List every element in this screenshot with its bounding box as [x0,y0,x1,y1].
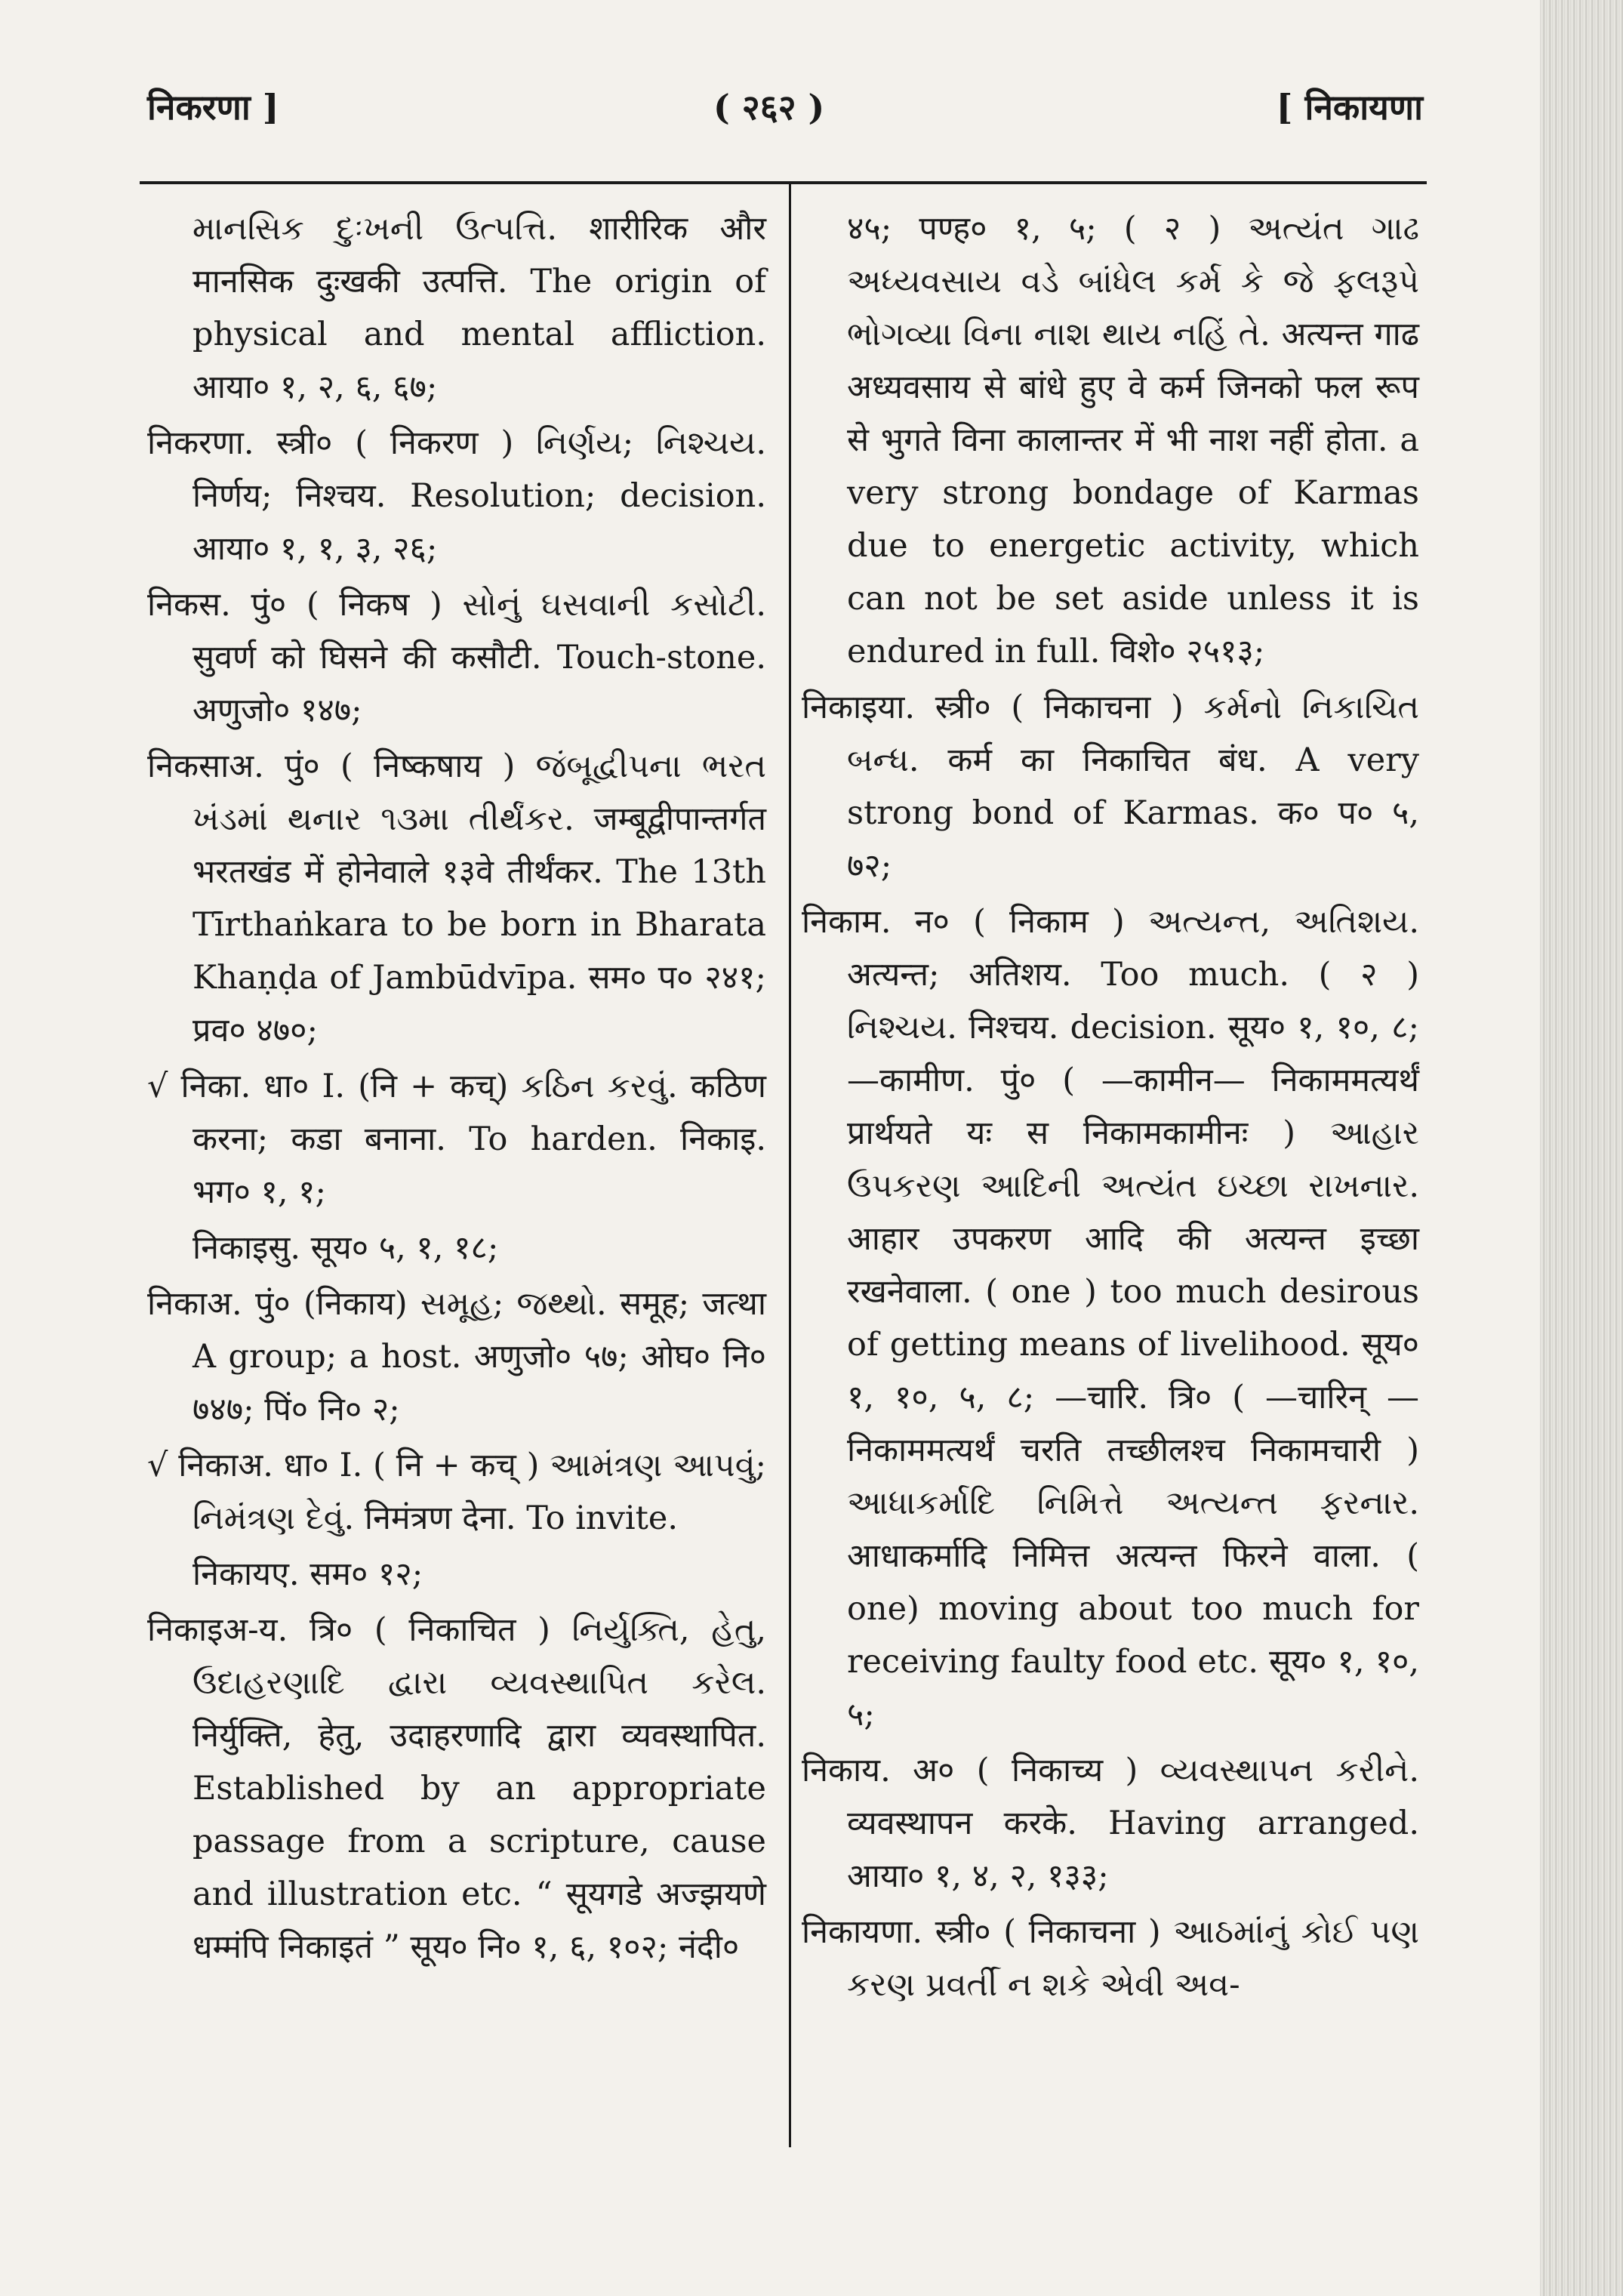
dictionary-entry: निकाइया. स्त्री० ( निकाचना ) કર્મનો નિકાચિત બન્ધ. कर्म का निकाचित बंध. A very strong bond of Karmas. क० प० ५, ७२; [802,689,1419,885]
header-left-guideword: निकरणा ] [147,87,279,128]
page-edge-binding [1540,0,1623,2296]
dictionary-entry: √ निकाअ. धा० I. ( नि + कच् ) આમંત્રણ આપવું; નિમંત્રણ દેવું. निमंत्रण देना. To invite. [147,1447,766,1537]
page-header [147,83,1423,143]
dictionary-entry: निकायणा. स्त्री० ( निकाचना ) આઠમાંનું કોઈ પણ કરણ પ્રવર્તી ન શકે એવી અવ- [802,1913,1419,2004]
dictionary-subentry: निकाइसु. सूय० ५, १, १८; [192,1229,499,1267]
dictionary-entry: √ निका. धा० I. (नि + कच्) કઠિન કરવું. कठिण करना; कडा बनाना. To harden. निकाइ. भग० १, १; [147,1068,766,1211]
dictionary-entry: निकाइअ-य. त्रि० ( निकाचित ) નિર્યુક્તિ, હેતુ, ઉદાહરણાદિ દ્વારા વ્યવસ્થાપિત કરેલ. निर्युक्ति, हेतु, उदाहरणादि द्वारा व्यवस्थापित. Established by an appropriate passage from a scripture, cause and illustration etc. “ सूयगडे अज्झयणे धम्मंपि निकाइतं ” सूय० नि० १, ६, १०२; नंदी० [147,1611,766,1966]
dictionary-entry: निकाअ. पुं० (निकाय) સમૂહ; જથ્થો. समूह; जत्था A group; a host. अणुजो० ५७; ओघ० नि० ७४७; पिं० नि० २; [147,1285,766,1428]
dictionary-entry: निकसाअ. पुं० ( निष्कषाय ) જંબૂદ્વીપના ભરત ખંડમાં થનાર ૧૩મા તીર્થંકર. जम्बूद्वीपान्तर्गत भरतखंड में होनेवाले १३वे तीर्थंकर. The 13th Tīrthaṅkara to be born in Bharata Khaṇḍa of Jambūdvīpa. सम० प० २४१; प्रव० ४७०; [147,747,766,1049]
header-page-number: ( २६२ ) [713,87,825,128]
right-column [802,202,1419,2014]
dictionary-entry: ४५; पण्ह० १, ५; ( २ ) અત્યંત ગાઢ અધ્યવસાય વડે બાંધેલ કર્મ કે જે ફલરૂપે ભોગવ્યા વિના નાશ થાય નહિં તે. अत्यन्त गाढ अध्यवसाय से बांधे हुए वे कर्म जिनको फल रूप से भुगते विना कालान्तर में भी नाश नहीं होता. a very strong bondage of Karmas due to energetic activity, which can not be set aside unless it is endured in full. विशे० २५१३; [847,210,1419,670]
dictionary-subentry: निकायए. सम० १२; [192,1555,423,1593]
dictionary-entry: निकाय. अ० ( निकाच्य ) વ્યવસ્થાપન કરીને. व्यवस्थापन करके. Having arranged. आया० १, ४, २, १३३; [802,1752,1419,1895]
dictionary-entry: निकरणा. स्त्री० ( निकरण ) નિર્ણય; નિશ્ચય. निर्णय; निश्चय. Resolution; decision. आया० १, १, ३, २६; [147,424,766,568]
dictionary-entry: निकाम. न० ( निकाम ) અત્યન્ત, અતિશય. अत्यन्त; अतिशय. Too much. ( २ ) નિશ્ચય. निश्चय. decision. सूय० १, १०, ८; —कामीण. पुं० ( —कामीन— निकाममत्यर्थं प्रार्थयते यः स निकामकामीनः ) આહાર ઉપકરણ આદિની અત્યંત ઇચ્છા રાખનાર. आहार उपकरण आदि की अत्यन्त इच्छा रखनेवाला. ( one ) too much desirous of getting means of livelihood. सूय० १, १०, ५, ८; —चारि. त्रि० ( —चारिन् —निकाममत्यर्थं चरति तच्छीलश्च निकामचारी ) આધાકર્માદિ નિમિત્તે અત્યન્ત ફરનાર. आधाकर्मादि निमित्त अत्यन्त फिरने वाला. ( one) moving about too much for receiving faulty food etc. सूय० १, १०, ५; [802,903,1419,1734]
header-right-guideword: [ निकायणा [1276,87,1423,128]
header-rule [140,181,1427,184]
left-column [147,202,766,1977]
dictionary-entry: માનસિક દુઃખની ઉત્પત્તિ. शारीरिक और मानसिक दुःखकी उत्पत्ति. The origin of physical and mental affliction. आया० १, २, ६, ६७; [192,210,766,406]
dictionary-entry: निकस. पुं० ( निकष ) સોનું ઘસવાની કસોટી. सुवर्ण को घिसने की कसौटी. Touch-stone. अणुजो० १४७; [147,586,766,729]
column-divider [789,184,791,2147]
